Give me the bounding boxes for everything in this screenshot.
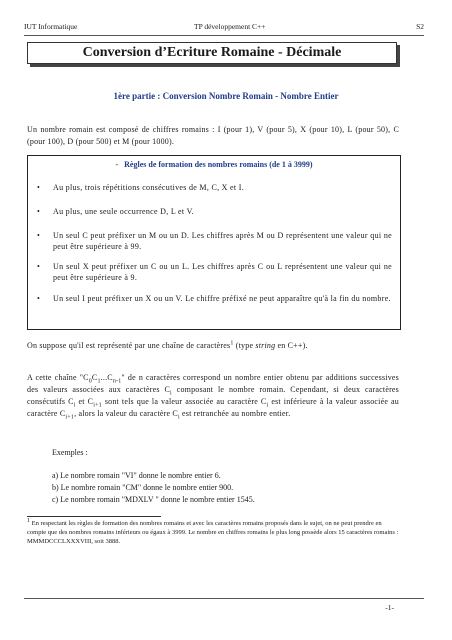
desc-text: , alors la valeur du caractère C [74,409,178,418]
rules-title-text: Règles de formation des nombres romains (de 1 à 3999) [124,160,313,169]
example-item: a) Le nombre romain "VI" donne le nombre entier 6. [52,471,221,480]
footnote-text: En respectant les règles de formation des nombres romains et avec les caractères romains proposés dans le sujet, on ne peut prendre en compte que des nombres romains inférieurs ou égaux à 3999. Le nombre en chiffres romains le plus long possède alors 15 caractères romains : MMMDCCCLXXXVIII, soit 3888. [27,520,399,545]
examples-label: Exemples : [52,448,88,457]
rule-text: Un seul C peut préfixer un M ou un D. Les chiffres après M ou D représentent une valeur qui ne peut être supérieure à 99. [53,231,392,251]
page-header [24,22,424,34]
desc-subscript: 1 [97,378,101,385]
desc-subscript: i [177,414,180,421]
example-item: c) Le nombre romain "MDXLV " donne le nombre entier 1545. [52,495,255,504]
rule-text: Au plus, trois répétitions consécutives de M, C, X et I. [53,183,244,192]
desc-text: A cette chaîne "C [27,373,89,382]
page-title: Conversion d’Ecriture Romaine - Décimale [27,42,397,64]
desc-text: sont tels que la valeur associée au caractère C [101,397,267,406]
header-right: S2 [416,22,424,31]
bullet-icon: • [37,262,40,271]
bullet-icon: • [37,294,40,303]
header-left: IUT Informatique [24,22,78,31]
desc-text: et C [75,397,94,406]
intro-paragraph: Un nombre romain est composé de chiffres romains : I (pour 1), V (pour 5), X (pour 10), L (pour 50), C (pour 100), D (pour 500) et M (pour 1000). [27,125,399,146]
footnote-rule [27,516,161,517]
desc-subscript: i [266,402,269,409]
desc-text: ...C [100,373,113,382]
rules-title [28,160,400,169]
bullet-icon: • [37,183,40,192]
desc-subscript: i [170,390,172,397]
string-paragraph [27,340,399,352]
desc-text: est retranchée au nombre entier. [179,409,291,418]
desc-subscript: i [73,402,76,409]
desc-subscript: n-1 [112,378,122,385]
footer-rule [24,598,424,599]
rules-title-dash: - [115,160,119,169]
footnote-reference[interactable]: 1 [230,340,234,347]
desc-text: est inférieure à la valeur associée au caractère C [27,397,399,418]
desc-subscript: i+1 [65,414,75,421]
rules-box [27,155,401,330]
rule-description-paragraph [27,372,399,420]
desc-text: C [91,373,98,382]
rule-text: Un seul I peut préfixer un X ou un V. Le chiffre préfixé ne peut apparaître qu'à la fin du nombre. [53,294,391,303]
section-title: 1ère partie : Conversion Nombre Romain - Nombre Entier [113,91,339,101]
desc-subscript: i+1 [93,402,102,409]
rule-text: Au plus, une seule occurrence D, L et V. [53,207,194,216]
type-name: string [255,341,276,350]
string-text-a: On suppose qu'il est représenté par une chaîne de caractères [27,341,231,350]
example-item: b) Le nombre romain "CM" donne le nombre entier 900. [52,483,234,492]
footnote [27,519,399,546]
bullet-icon: • [37,231,40,240]
string-text-c: en C++). [275,341,308,350]
header-rule [24,35,424,36]
desc-text: " de n caractères correspond un nombre entier obtenu par additions successives des valeurs associées aux caractères C [27,373,399,394]
header-center: TP développement C++ [194,22,266,31]
footnote-mark: 1 [27,517,30,524]
page-number: -1- [385,603,394,612]
string-text-b: (type [233,341,256,350]
bullet-icon: • [37,207,40,216]
desc-subscript: 0 [88,378,92,385]
rule-text: Un seul X peut préfixer un C ou un L. Les chiffres après C ou L représentent une valeur qui ne peut être supérieure à 9. [53,262,392,282]
desc-text: composant le nombre romain. Cependant, si deux caractères consécutifs C [27,385,399,406]
